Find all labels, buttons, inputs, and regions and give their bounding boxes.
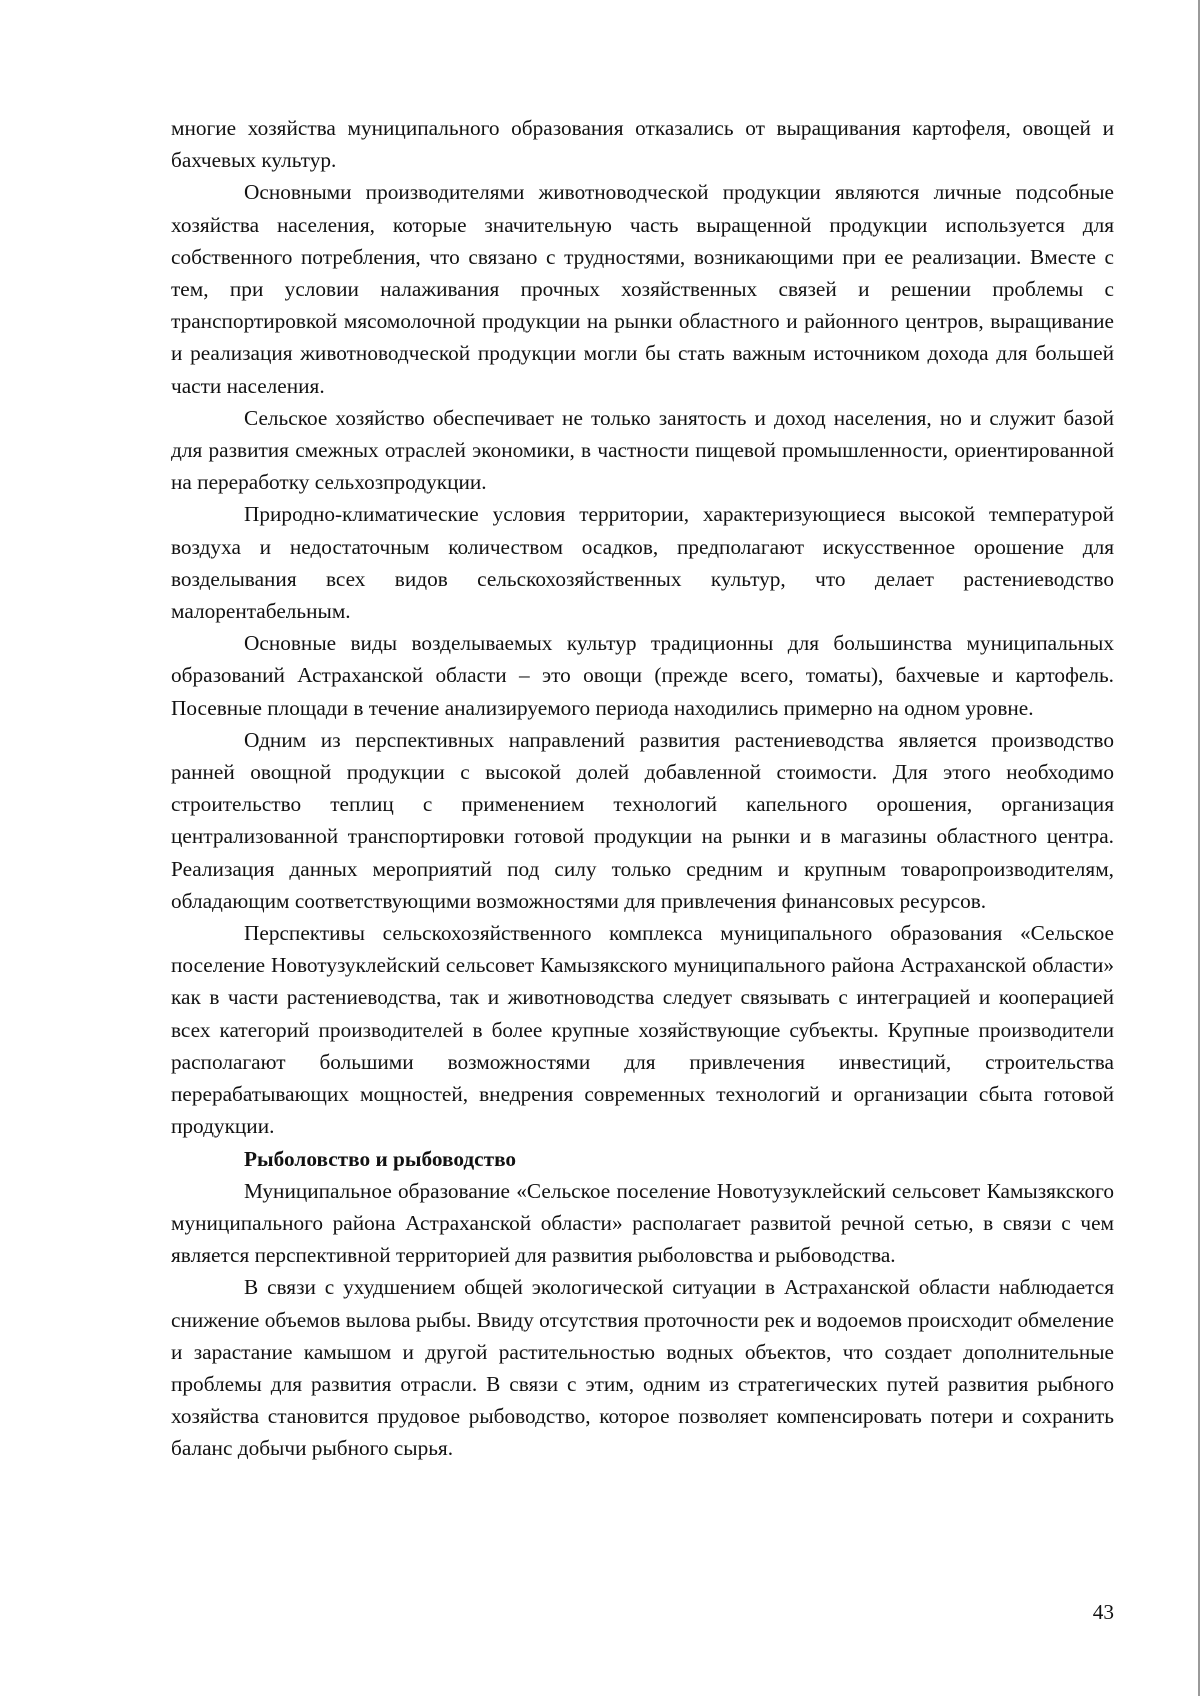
paragraph-livestock-producers: Основными производителями животноводческой продукции являются личные подсобные хозяйства населения, которые значительную часть выращенной продукции используется для собственного потребления, что связано с трудностями, возникающими при ее реализации. Вместе с тем, при условии налаживания прочных хозяйственных связей и решении проблемы с транспортировкой мясомолочной продукции на рынки областного и районного центров, выращивание и реализация животноводческой продукции могли бы стать важным источником дохода для большей части населения. — [171, 180, 1114, 398]
paragraph-continued: многие хозяйства муниципального образования отказались от выращивания картофеля, овощей и бахчевых культур. — [171, 116, 1114, 173]
paragraph-river-network: Муниципальное образование «Сельское поселение Новотузуклейский сельсовет Камызякского муниципального района Астраханской области» располагает развитой речной сетью, в связи с чем является перспективной территорией для развития рыболовства и рыбоводства. — [171, 1178, 1114, 1268]
paragraph-agriculture-base: Сельское хозяйство обеспечивает не только занятость и доход населения, но и служит базой для развития смежных отраслей экономики, в частности пищевой промышленности, ориентированной на переработку сельхозпродукции. — [171, 405, 1114, 495]
document-page — [171, 112, 1114, 1465]
paragraph-agro-prospects: Перспективы сельскохозяйственного комплекса муниципального образования «Сельское поселение Новотузуклейский сельсовет Камызякского муниципального района Астраханской области» как в части растениеводства, так и животноводства следует связывать с интеграцией и кооперацией всех категорий производителей в более крупные хозяйствующие субъекты. Крупные производители располагают большими возможностями для привлечения инвестиций, строительства перерабатывающих мощностей, внедрения современных технологий и организации сбыта готовой продукции. — [171, 921, 1114, 1139]
paragraph-crop-types: Основные виды возделываемых культур традиционны для большинства муниципальных образований Астраханской области – это овощи (прежде всего, томаты), бахчевые и картофель. Посевные площади в течение анализируемого периода находились примерно на одном уровне. — [171, 631, 1114, 720]
page-number: 43 — [1092, 1600, 1114, 1624]
section-heading: Рыболовство и рыбоводство — [244, 1146, 517, 1171]
paragraph-early-vegetables: Одним из перспективных направлений развития растениеводства является производство ранней овощной продукции с высокой долей добавленной стоимости. Для этого необходимо строительство теплиц с применением технологий капельного орошения, организация централизованной транспортировки готовой продукции на рынки и в магазины областного центра. Реализация данных мероприятий под силу только средним и крупным товаропроизводителям, обладающим соответствующими возможностями для привлечения финансовых ресурсов. — [171, 727, 1114, 913]
paragraph-climate-conditions: Природно-климатические условия территории, характеризующиеся высокой температурой воздуха и недостаточным количеством осадков, предполагают искусственное орошение для возделывания всех видов сельскохозяйственных культур, что делает растениеводство малорентабельным. — [171, 502, 1114, 624]
paragraph-ecology-fishing: В связи с ухудшением общей экологической ситуации в Астраханской области наблюдается снижение объемов вылова рыбы. Ввиду отсутствия проточности рек и водоемов происходит обмеление и зарастание камышом и другой растительностью водных объектов, что создает дополнительные проблемы для развития отрасли. В связи с этим, одним из стратегических путей развития рыбного хозяйства становится прудовое рыбоводство, которое позволяет компенсировать потери и сохранить баланс добычи рыбного сырья. — [171, 1275, 1114, 1461]
